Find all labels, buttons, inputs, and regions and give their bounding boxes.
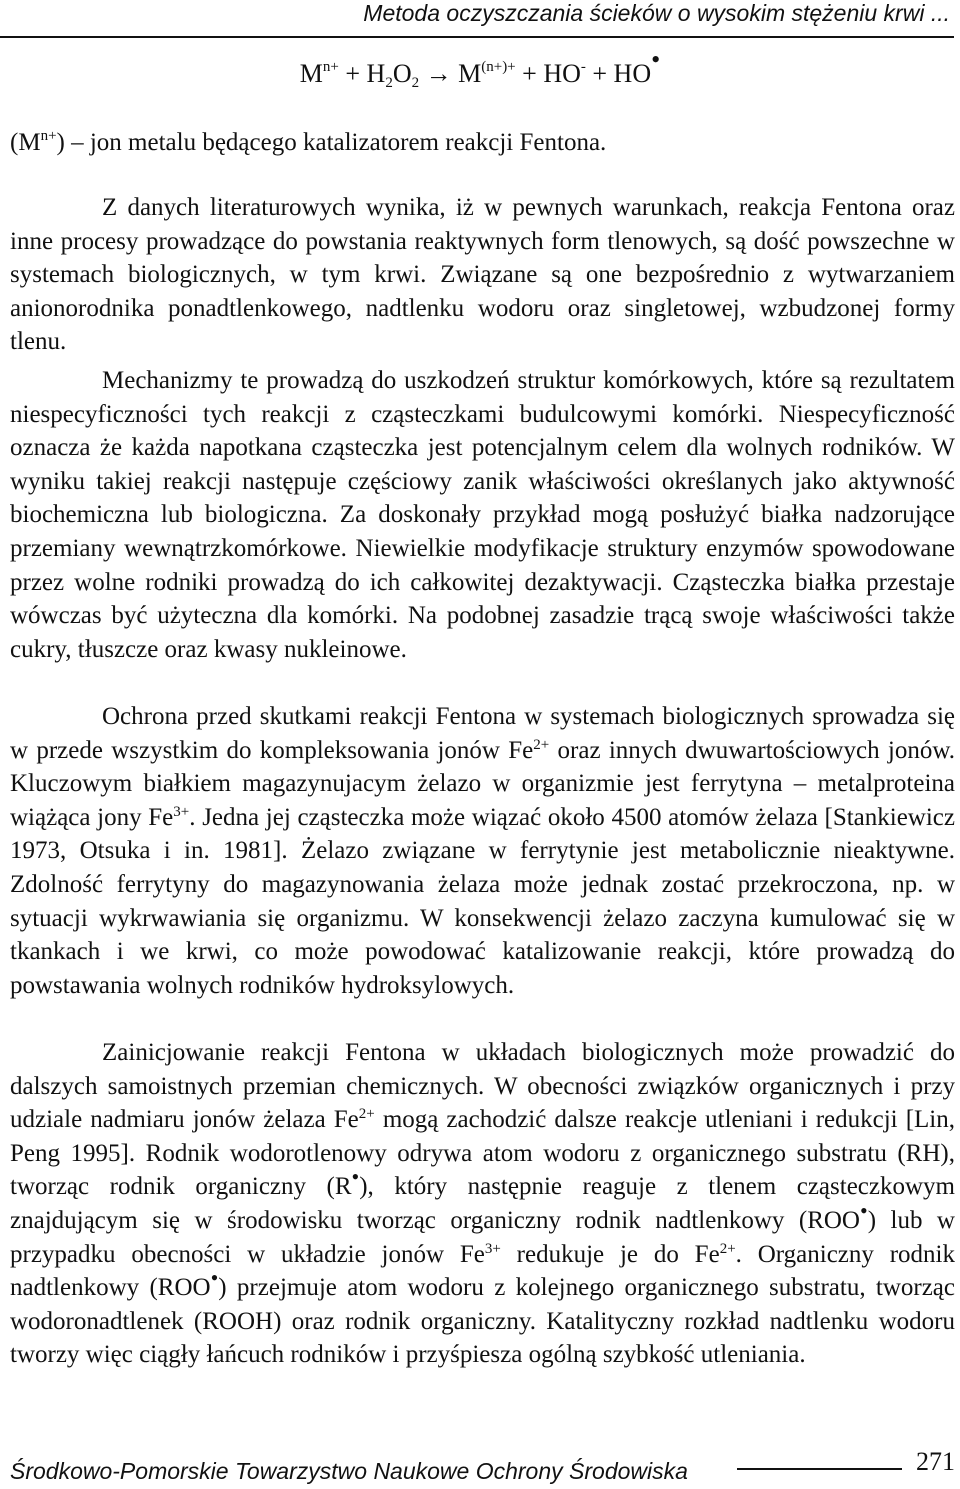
p4-part-a: Zainicjowanie reakcji Fentona w układach biologicznych może prowadzić do dalszych samoistnych przemian chemicznych. W obecności związków organicznych i przy udziale nadmiaru jonów żelaza Fe <box>10 1039 955 1134</box>
p3-part-c: . Jedna jej cząsteczka może wiązać około 4500 atomów żelaza [Stankiewicz 1973, Otsuka i in. 1981]. Żelazo związane w ferrytynie jest metabolicznie nieaktywne. Zdolność ferrytyny do magazynowania żelaza może jednak zostać przekroczona, np. w sytuacji wykrwawiania się organizmu. W konsekwencji żelazo zaczyna kumulować się w tkankach i we krwi, co może powodować katalizowanie reakcji, które prowadzą do powstawania wolnych rodników hydroksylowych. <box>10 803 955 999</box>
eq-arrow-metal: → M <box>419 59 482 88</box>
p4-part-d: ) lub w przypadku obecności w układzie jonów Fe <box>10 1206 955 1268</box>
p3-part-b: oraz innych dwuwartościowych jonów. Kluczowym białkiem magazynujacym żelazo w organizmie jest ferrytyna – metalproteina wiążąca jony Fe <box>10 736 955 831</box>
eq-hydroxide-charge: - <box>580 59 586 75</box>
p3-fe3-charge: 3+ <box>173 803 190 820</box>
definition-charge: n+ <box>40 128 57 144</box>
footer-rule <box>737 1468 902 1470</box>
p4-radical-dot-3: • <box>210 1265 219 1291</box>
p4-fe2-charge: 2+ <box>358 1106 375 1123</box>
p4-part-g: ) przejmuje atom wodoru z kolejnego organicznego substratu, tworząc wodoronadtlenek (ROOH) oraz rodnik organiczny. Katalityczny rozkład nadtlenku wodoru tworzy więc ciągły łańcuch rodników i przyśpiesza ogólną szybkość utleniania. <box>10 1274 955 1369</box>
eq-oxidized-metal-charge: (n+)+ <box>481 59 516 75</box>
p4-part-e: redukuje je do Fe <box>500 1240 720 1268</box>
eq-oxygen: O <box>392 59 412 88</box>
paragraph-protection <box>10 700 955 1002</box>
running-header <box>0 0 954 38</box>
footer-publisher: Środkowo-Pomorskie Towarzystwo Naukowe Ochrony Środowiska <box>10 1458 688 1484</box>
p3-part-a: Ochrona przed skutkami reakcji Fentona w systemach biologicznych sprowadza się w przede wszystkim do kompleksowania jonów Fe <box>10 703 955 764</box>
eq-metal-charge: n+ <box>322 59 339 75</box>
p4-part-f: . Organiczny rodnik nadtlenkowy (ROO <box>10 1240 956 1302</box>
p4-fe3-charge: 3+ <box>484 1240 501 1257</box>
page-footer <box>10 1447 955 1485</box>
eq-plus-radical: + HO <box>585 59 652 88</box>
fenton-equation <box>0 45 960 96</box>
eq-h-subscript: 2 <box>385 75 393 91</box>
eq-radical-dot: • <box>651 45 661 74</box>
paragraph-mechanisms: Mechanizmy te prowadzą do uszkodzeń struktur komórkowych, które są rezultatem niespecyficzności tych reakcji z cząsteczkami budulcowymi komórki. Niespecyficzność oznacza że każda napotkana cząsteczka jest potencjalnym celem dla wolnych rodników. W wyniku takiej reakcji następuje częściowy zanik właściwości określanych jako aktywność biochemiczna lub biologiczna. Za doskonały przykład mogą posłużyć białka nadzorujące przemiany wewnątrzkomórkowe. Niewielkie modyfikacje struktury enzymów spowodowane przez wolne rodniki prowadzą do ich całkowitej dezaktywacji. Cząsteczka białka przestaje wówczas być użyteczna dla komórki. Na podobnej zasadzie trącą swoje właściwości także cukry, tłuszcze oraz kwasy nukleinowe. <box>10 367 955 663</box>
p4-fe2-charge-2: 2+ <box>719 1240 736 1257</box>
page-number: 271 <box>916 1447 955 1476</box>
definition-text: ) – jon metalu będącego katalizatorem reakcji Fentona. <box>56 129 607 156</box>
paragraph-initiation <box>10 1036 955 1372</box>
paragraph-literature: Z danych literaturowych wynika, iż w pewnych warunkach, reakcja Fentona oraz inne procesy prowadzące do powstania reaktywnych form tlenowych, są dość powszechne w systemach biologicznych, w tym krwi. Związane są one bezpośrednio z wytwarzaniem anionorodnika ponadtlenkowego, nadtlenku wodoru oraz singletowej, wzbudzonej formy tlenu. <box>10 194 955 356</box>
definition-open: (M <box>10 129 41 156</box>
eq-o-subscript: 2 <box>411 75 420 91</box>
running-title: Metoda oczyszczania ścieków o wysokim stężeniu krwi ... <box>363 0 950 26</box>
eq-plus-h: + H <box>338 59 386 88</box>
p4-radical-dot-1: • <box>351 1164 360 1190</box>
p3-fe2-charge: 2+ <box>533 736 550 753</box>
p4-part-c: ), który następnie reaguje z tlenem cząsteczkowym znajdującym się w środowisku tworząc organiczny rodnik nadtlenkowy (ROO <box>10 1173 955 1234</box>
p4-radical-dot-2: • <box>859 1197 868 1223</box>
p4-part-b: mogą zachodzić dalsze reakcje utleniani i redukcji [Lin, Peng 1995]. Rodnik wodorotlenowy odrywa atom wodoru z organicznego substratu (RH), tworząc rodnik organiczny (R <box>10 1106 955 1201</box>
eq-plus-hydroxide: + HO <box>515 59 581 88</box>
metal-ion-definition <box>10 124 955 162</box>
eq-metal: M <box>299 59 323 88</box>
